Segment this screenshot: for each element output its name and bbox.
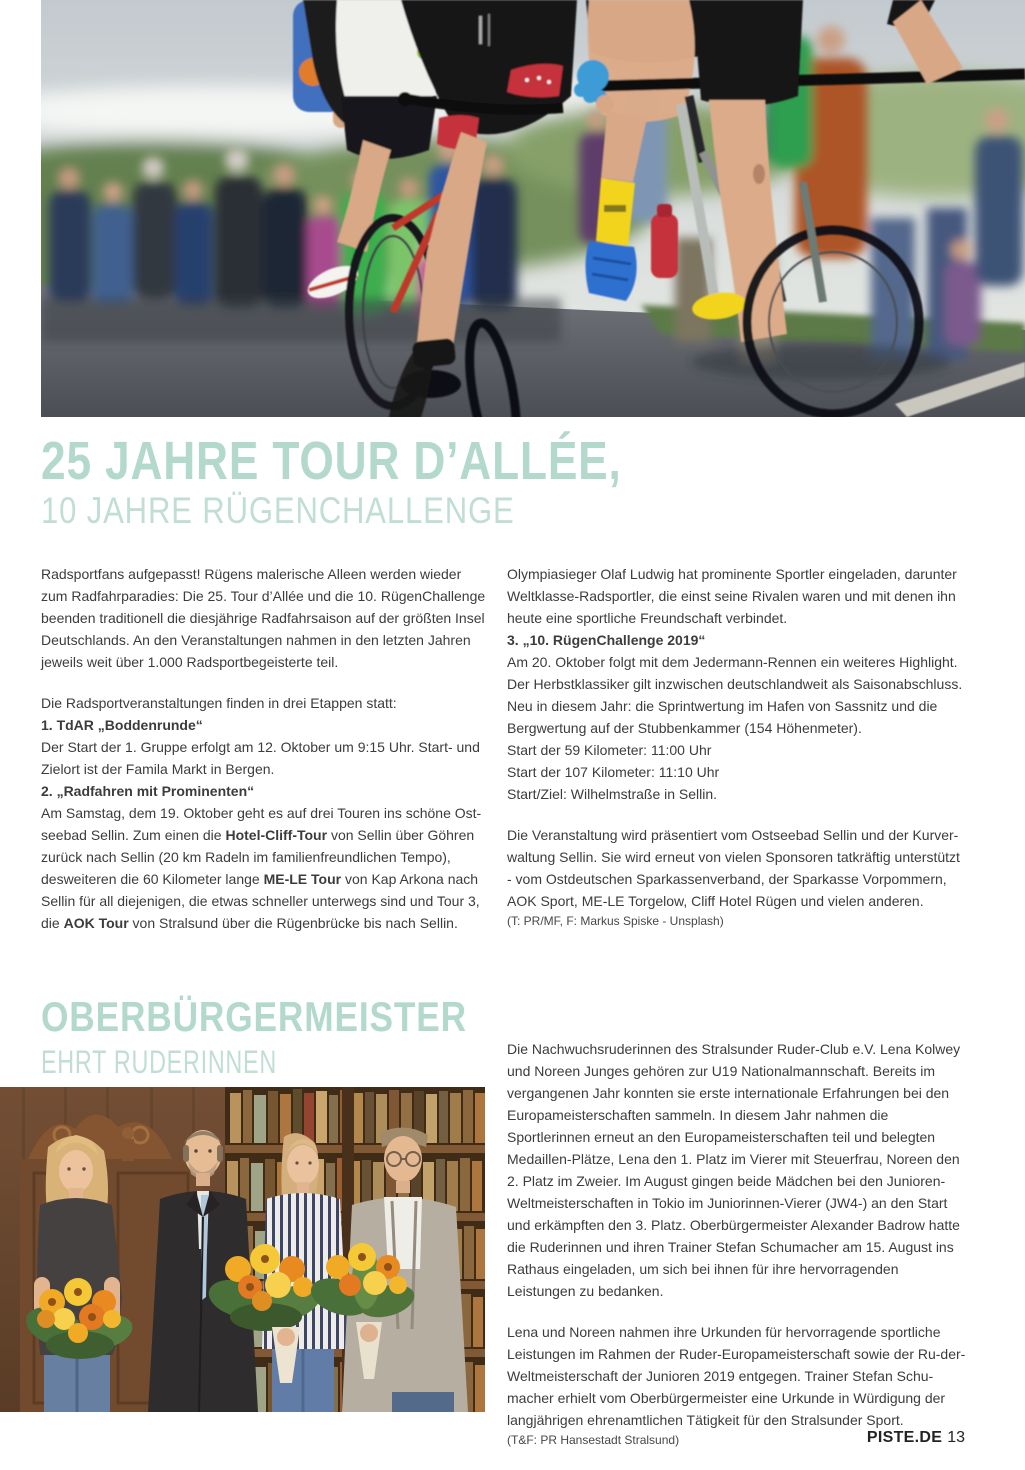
bold-run: ME-LE Tour	[263, 871, 342, 887]
article2-title: OBERBÜRGERMEISTER	[41, 993, 467, 1040]
paragraph: Radsportfans aufgepasst! Rügens malerische Alleen werden wieder zum Radfahrparadies: Die 25. Tour d’Allée und die 10. RügenChallenge beenden traditionell die diesjährige Radfahrsaison auf der größten Insel Deutschlands. An den Veranstaltungen nahmen in den letzten Jahren jeweils weit über 1.000 Radsportbegeisterte teil.	[41, 566, 486, 670]
cycling-race-photo	[41, 0, 1025, 417]
stage1-heading: 1. TdAR „Boddenrunde“	[41, 717, 203, 733]
article1-right-column	[507, 563, 968, 930]
stage3-heading: 3. „10. RügenChallenge 2019“	[507, 632, 706, 648]
paragraph: Die Veranstaltung wird präsentiert vom Ostseebad Sellin und der Kurver-waltung Sellin. Sie wird erneut von vielen Sponsoren tatkräftig unterstützt - vom Ostdeutschen Sparkassenverband, der Sparkasse Vorpommern, AOK Sport, ME-LE Torgelow, Cliff Hotel Rügen und vielen anderen.	[507, 827, 960, 909]
paragraph: Die Radsportveranstaltungen finden in drei Etappen statt:	[41, 695, 397, 711]
paragraph: Olympiasieger Olaf Ludwig hat prominente Sportler eingeladen, darunter Weltklasse-Radsportler, die einst seine Rivalen waren und mit denen ihn heute eine sportliche Freundschaft verbindet.	[507, 566, 957, 626]
paragraph: Der Start der 1. Gruppe erfolgt am 12. Oktober um 9:15 Uhr. Start- und Zielort ist der Famila Markt in Bergen.	[41, 739, 480, 777]
paragraph: Die Nachwuchsruderinnen des Stralsunder Ruder-Club e.V. Lena Kolwey und Noreen Junges gehören zur U19 Nationalmannschaft. Bereits im vergangenen Jahr konnten sie erste internationale Erfahrungen bei den Europameisterschaften sammeln. In diesem Jahr nahmen die Sportlerinnen erneut an den Europameisterschaften teil und belegten Medaillen-Plätze, Lena den 1. Platz im Vierer mit Steuerfrau, Noreen den 2. Platz im Zweier. Im August gingen beide Mädchen bei den Junioren-Weltmeisterschaften in Tokio im Juniorinnen-Vierer (JW4-) an den Start und erkämpften den 3. Platz. Oberbürgermeister Alexander Badrow hatte die Ruderinnen und ihren Trainer Stefan Schumacher am 15. August ins Rathaus eingeladen, um sich bei ihnen für ihre hervorragenden Leistungen zu bedanken.	[507, 1041, 961, 1299]
stage2-heading: 2. „Radfahren mit Prominenten“	[41, 783, 255, 799]
paragraph: Lena und Noreen nahmen ihre Urkunden für hervorragende sportliche Leistungen im Rahmen der Ruder-Europameisterschaft sowie der Ru-der-Weltmeisterschaft der Junioren 2019 entgegen. Trainer Stefan Schu-macher erhielt vom Oberbürgermeister eine Urkunde in Würdigung der langjährigen ehrenamtlichen Tätigkeit für den Stralsunder Sport.	[507, 1324, 966, 1428]
bold-run: Hotel-Cliff-Tour	[225, 827, 328, 843]
photo-credit: (T: PR/MF, F: Markus Spiske - Unsplash)	[507, 914, 724, 928]
article1-title: 25 JAHRE TOUR D’ALLÉE,	[41, 431, 622, 491]
article2-subtitle: EHRT RUDERINNEN	[41, 1044, 277, 1080]
stage2-paragraph	[41, 802, 491, 934]
photo-credit: (T&F: PR Hansestadt Stralsund)	[507, 1433, 680, 1447]
start-time-line: Start der 107 Kilometer: 11:10 Uhr	[507, 764, 720, 780]
magazine-brand: PISTE.DE	[866, 1429, 943, 1446]
text-run: von Sellin über Göhren zurück nach Sellin (20 km Radeln im familienfreundlichen Tempo), desweiteren die 60 Kilometer lange	[41, 827, 475, 887]
award-ceremony-photo	[0, 1087, 485, 1412]
article1-left-column	[41, 563, 491, 934]
article2-column	[507, 1038, 968, 1449]
bold-run: AOK Tour	[63, 915, 129, 931]
start-time-line: Start der 59 Kilometer: 11:00 Uhr	[507, 742, 712, 758]
warm-light-overlay	[0, 1087, 485, 1412]
start-time-line: Start/Ziel: Wilhelmstraße in Sellin.	[507, 786, 718, 802]
text-run: von Stralsund über die Rügenbrücke bis nach Sellin.	[128, 915, 458, 931]
text-run: von Kap Arkona nach Sellin für all diejenigen, die etwas schneller unterwegs sind und Tour 3, die	[41, 871, 480, 931]
paragraph: Am 20. Oktober folgt mit dem Jedermann-Rennen ein weiteres Highlight. Der Herbstklassiker gilt inzwischen deutschlandweit als Saisonabschluss. Neu in diesem Jahr: die Sprintwertung im Hafen von Sassnitz und die Bergwertung auf der Stubbenkammer (154 Höhenmeter).	[507, 654, 963, 736]
page-number: 13	[947, 1429, 965, 1446]
page-footer	[867, 1429, 965, 1447]
text-run: Am Samstag, dem 19. Oktober geht es auf drei Touren ins schöne Ost-seebad Sellin. Zum einen die	[41, 805, 482, 843]
article1-subtitle: 10 JAHRE RÜGENCHALLENGE	[41, 490, 515, 531]
